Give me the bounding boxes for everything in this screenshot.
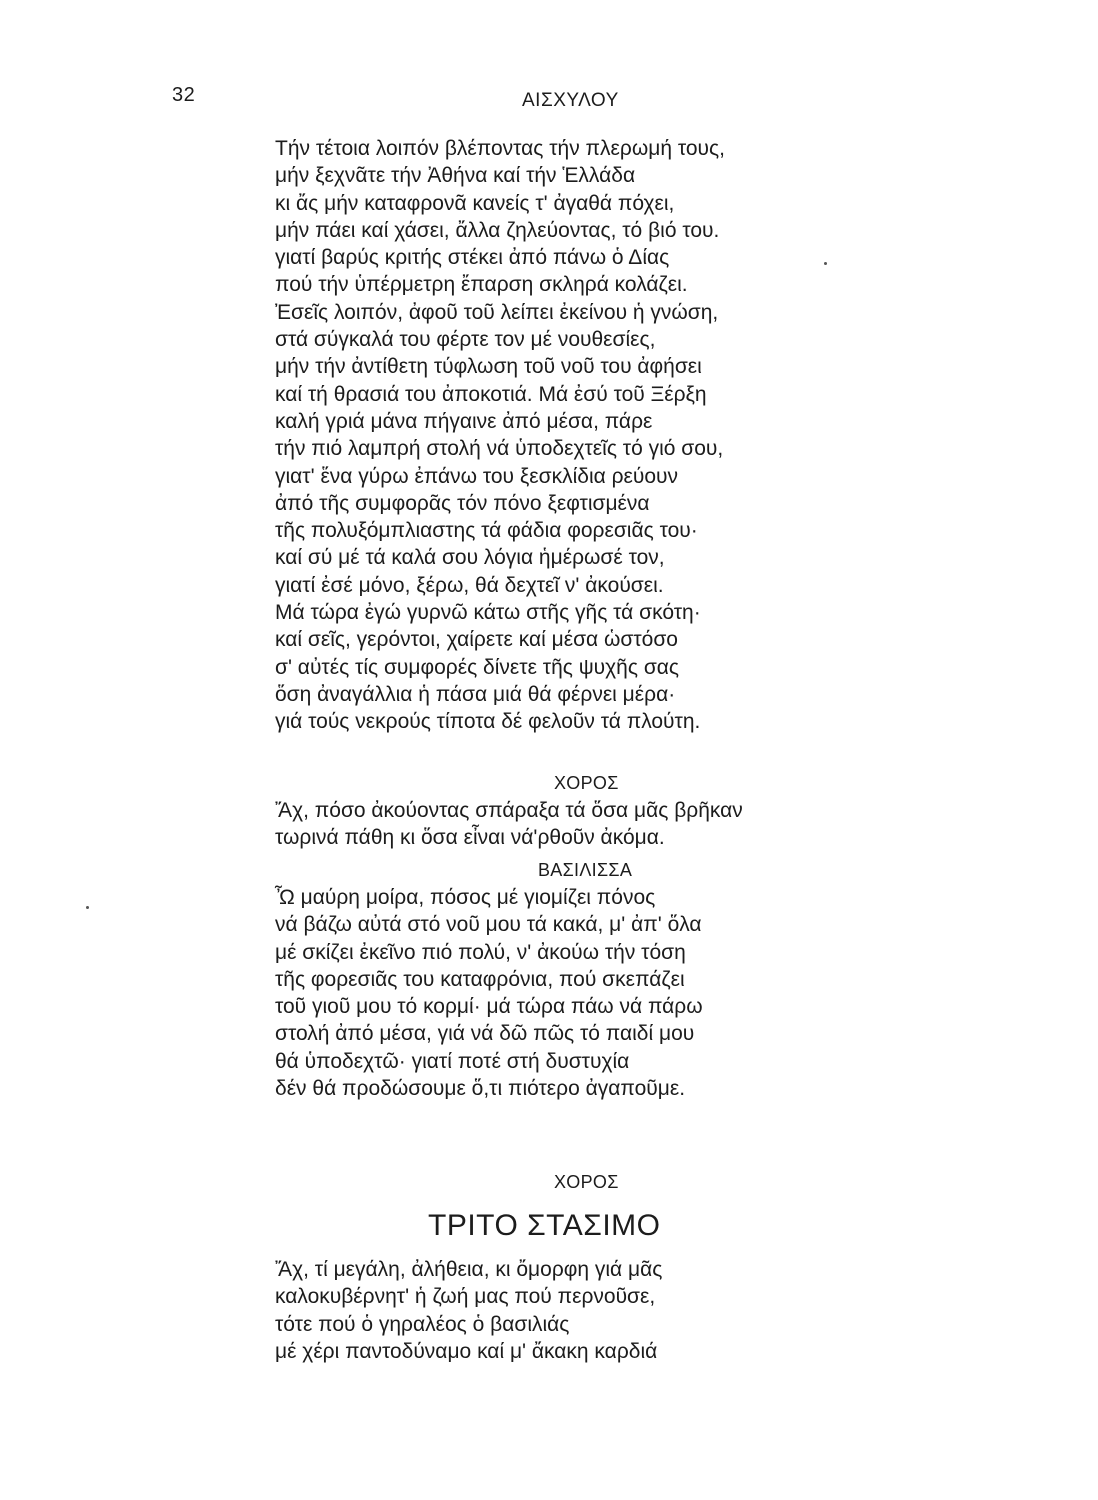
verse-line: μέ χέρι παντοδύναμο καί μ' ἄκακη καρδιά [275, 1339, 658, 1363]
verse-line: Ἄχ, τί μεγάλη, ἀλήθεια, κι ὄμορφη γιά μᾶς [275, 1258, 663, 1281]
verse-line: καί σεῖς, γερόντοι, χαίρετε καί μέσα ὡστόσο [275, 628, 678, 652]
verse-line: τῆς φορεσιᾶς του καταφρόνια, πού σκεπάζει [275, 967, 685, 991]
verse-line: σ' αὐτές τίς συμφορές δίνετε τῆς ψυχῆς σας [275, 655, 680, 679]
verse-line: καλοκυβέρνητ' ἡ ζωή μας πού περνοῦσε, [275, 1285, 656, 1309]
speaker-label-chorus: ΧΟΡΟΣ [554, 1172, 619, 1192]
scan-speck [824, 262, 827, 265]
verse-line: καλή γριά μάνα πήγαινε ἀπό μέσα, πάρε [275, 409, 653, 433]
verse-line: κι ἄς μήν καταφρονᾶ κανείς τ' ἀγαθά πόχει, [275, 191, 675, 215]
verse-line: γιά τούς νεκρούς τίποτα δέ φελοῦν τά πλούτη. [275, 710, 701, 734]
verse-line: τήν πιό λαμπρή στολή νά ὑποδεχτεῖς τό γιό σου, [275, 437, 724, 461]
verse-line: Τήν τέτοια λοιπόν βλέποντας τήν πλερωμή τους, [275, 137, 725, 160]
verse-line: τῆς πολυξόμπλιαστης τά φάδια φορεσιᾶς του· [275, 519, 698, 543]
verse-block-stasimon [275, 1256, 662, 1365]
verse-line: ὅση ἀναγάλλια ἡ πάσα μιά θά φέρνει μέρα· [275, 682, 676, 706]
verse-line: στά σύγκαλά του φέρτε τον μέ νουθεσίες, [275, 328, 656, 352]
verse-line: Μά τώρα ἐγώ γυρνῶ κάτω στῆς γῆς τά σκότη· [275, 601, 701, 625]
verse-line: Ἐσεῖς λοιπόν, ἀφοῦ τοῦ λείπει ἐκείνου ἡ γνώση, [275, 300, 719, 324]
scan-speck [86, 906, 89, 909]
verse-line: τωρινά πάθη κι ὅσα εἶναι νά'ρθοῦν ἀκόμα. [275, 826, 665, 850]
speaker-label-queen: ΒΑΣΙΛΙΣΣΑ [538, 860, 633, 880]
verse-line: πού τήν ὑπέρμετρη ἔπαρση σκληρά κολάζει. [275, 273, 688, 297]
verse-block-chorus [275, 797, 743, 852]
verse-line: στολή ἀπό μέσα, γιά νά δῶ πῶς τό παιδί μου [275, 1022, 695, 1046]
verse-line: τοῦ γιοῦ μου τό κορμί· μά τώρα πάω νά πάρω [275, 995, 703, 1019]
verse-line: τότε πού ὁ γηραλέος ὁ βασιλιάς [275, 1312, 570, 1336]
section-title: ΤΡΙΤΟ ΣΤΑΣΙΜΟ [428, 1209, 661, 1242]
verse-line: Ἄχ, πόσο ἀκούοντας σπάραξα τά ὅσα μᾶς βρῆκαν [275, 799, 743, 822]
verse-line: καί τή θρασιά του ἀποκοτιά. Μά ἐσύ τοῦ Ξέρξη [275, 382, 707, 406]
page-number: 32 [172, 84, 196, 106]
verse-line: μήν πάει καί χάσει, ἄλλα ζηλεύοντας, τό βιό του. [275, 218, 720, 242]
verse-line: νά βάζω αὐτά στό νοῦ μου τά κακά, μ' ἀπ' ὅλα [275, 913, 702, 937]
verse-line: μήν ξεχνᾶτε τήν Ἀθήνα καί τήν Ἑλλάδα [275, 164, 636, 188]
verse-line: γιατ' ἕνα γύρω ἐπάνω του ξεσκλίδια ρεύουν [275, 464, 679, 488]
verse-line: δέν θά προδώσουμε ὅ,τι πιότερο ἀγαποῦμε. [275, 1077, 686, 1101]
verse-line: θά ὑποδεχτῶ· γιατί ποτέ στή δυστυχία [275, 1049, 630, 1073]
running-title: ΑΙΣΧΥΛΟΥ [522, 90, 619, 111]
verse-line: Ὦ μαύρη μοίρα, πόσος μέ γιομίζει πόνος [275, 886, 656, 909]
verse-block-queen [275, 884, 703, 1102]
verse-line: γιατί ἐσέ μόνο, ξέρω, θά δεχτεῖ ν' ἀκούσει. [275, 573, 664, 597]
verse-block-speech [275, 135, 725, 736]
verse-line: ἀπό τῆς συμφορᾶς τόν πόνο ξεφτισμένα [275, 491, 650, 515]
verse-line: μήν τήν ἀντίθετη τύφλωση τοῦ νοῦ του ἀφήσει [275, 355, 702, 379]
speaker-label-chorus: ΧΟΡΟΣ [554, 773, 619, 793]
verse-line: καί σύ μέ τά καλά σου λόγια ἡμέρωσέ τον, [275, 546, 665, 570]
verse-line: γιατί βαρύς κριτής στέκει ἀπό πάνω ὁ Δίας [275, 246, 670, 270]
verse-line: μέ σκίζει ἐκεῖνο πιό πολύ, ν' ἀκούω τήν τόση [275, 940, 686, 964]
